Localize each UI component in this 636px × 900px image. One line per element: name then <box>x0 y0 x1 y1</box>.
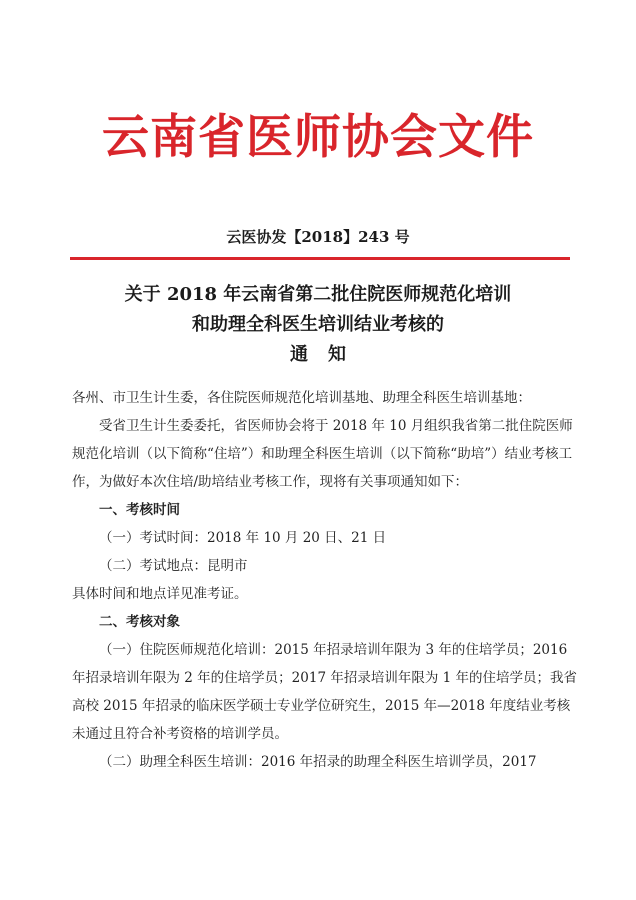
section-1-item-1: （一）考试时间：2018 年 10 月 20 日、21 日 <box>99 530 387 546</box>
notice-title-line-2: 和助理全科医生培训结业考核的 <box>192 314 444 335</box>
document-number: 云医协发【2018】243 号 <box>226 228 410 246</box>
section-2-item-2: （二）助理全科医生培训：2016 年招录的助理全科医生培训学员，2017 <box>99 754 537 770</box>
notice-title <box>0 280 636 370</box>
section-1-heading: 一、考核时间 <box>99 502 180 518</box>
section-1-note: 具体时间和地点详见准考证。 <box>72 586 248 602</box>
section-2-heading: 二、考核对象 <box>99 614 180 630</box>
notice-title-line-3: 通知 <box>290 344 366 365</box>
notice-title-line-1: 关于 2018 年云南省第二批住院医师规范化培训 <box>124 284 512 305</box>
org-title: 云南省医师协会文件 <box>102 110 534 165</box>
intro-paragraph: 受省卫生计生委委托，省医师协会将于 2018 年 10 月组织我省第二批住院医师规范化培训（以下简称“住培”）和助理全科医生培训（以下简称“助培”）结业考核工作，为做好本次住培/助培结业考核工作，现将有关事项通知如下： <box>72 418 573 490</box>
section-1-item-2: （二）考试地点：昆明市 <box>99 558 248 574</box>
section-2-item-1: （一）住院医师规范化培训：2015 年招录培训年限为 3 年的住培学员；2016 年招录培训年限为 2 年的住培学员；2017 年招录培训年限为 1 年的住培学员；我省高校 2015 年招录的临床医学硕士专业学位研究生，2015 年—2018 年度结业考核未通过且符合补考资格的培训学员。 <box>72 642 577 742</box>
notice-body <box>72 384 582 776</box>
red-divider <box>70 257 570 260</box>
addressee: 各州、市卫生计生委，各住院医师规范化培训基地、助理全科医生培训基地： <box>72 390 531 406</box>
